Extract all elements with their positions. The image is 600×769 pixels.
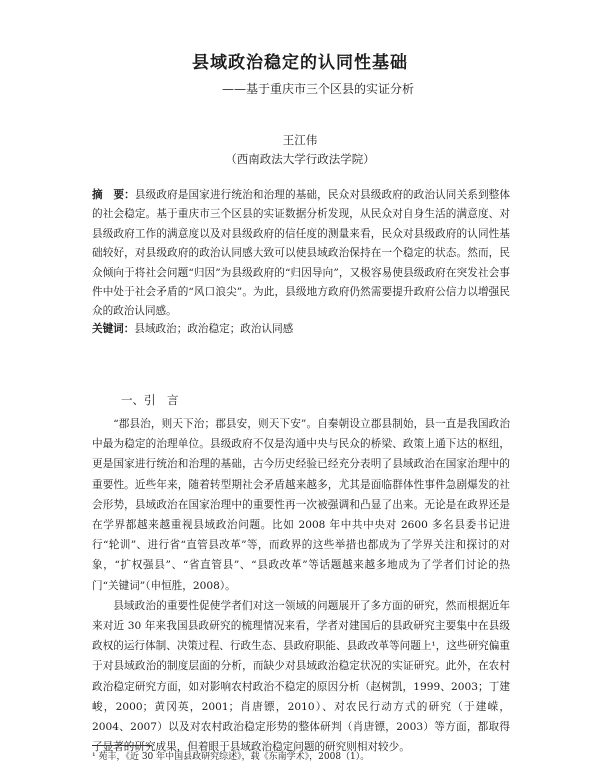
author-affiliation: （西南政法大学行政法学院） bbox=[225, 152, 375, 166]
section-heading: 一、引 言 bbox=[121, 393, 179, 407]
author-name: 王江伟 bbox=[282, 133, 318, 147]
body-paragraph: 县域政治的重要性促使学者们对这一领域的问题展开了多方面的研究，然而根据近年来对近 30 年来我国县政研究的梳理情况来看，学者对建国后的县政研究主要集中在县级政权的运行体制、决策过程、行政生态、县政府职能、县政改革等问题上¹，这些研究偏重于对县域政治的制度层面的分析，而缺少对县域政治稳定状况的实证研究。此外，在农村政治稳定研究方面，如对影响农村政治不稳定的原因分析（赵树凯，1999、2003；丁建峻，2000；黄冈英，2001；肖唐镖，2010）、对农民行动方式的研究（于建嵘，2004、2007）以及对农村政治稳定形势的整体研判（肖唐镖，2003）等方面，都取得了显著的研究成果，但着眼于县域政治稳定问题的研究则相对较少。 bbox=[92, 599, 510, 754]
keywords-label: 关键词： bbox=[92, 323, 135, 335]
keywords bbox=[92, 321, 510, 336]
paper-title: 县域政治稳定的认同性基础 bbox=[192, 53, 408, 73]
abstract bbox=[92, 186, 510, 322]
paper-subtitle: ——基于重庆市三个区县的实证分析 bbox=[221, 82, 414, 96]
abstract-label: 摘 要： bbox=[92, 189, 135, 201]
body-text bbox=[92, 414, 510, 757]
abstract-text: 县级政府是国家进行统治和治理的基础，民众对县级政府的政治认同关系到整体的社会稳定。基于重庆市三个区县的实证数据分析发现，从民众对自身生活的满意度、对县级政府工作的满意度以及对县级政府的信任度的测量来看，民众对县级政府的认同性基础较好，对县级政府的政治认同感大致可以使县域政治保持在一个稳定的状态。然而，民众倾向于将社会问题“归因”为县级政府的“归因导向”，又极容易使县级政府在突发社会事件中处于社会矛盾的“风口浪尖”。为此，县级地方政府仍然需要提升政府公信力以增强民众的政治认同感。 bbox=[92, 189, 511, 318]
body-paragraph: “郡县治，则天下治；郡县安，则天下安”。自秦朝设立郡县制始，县一直是我国政治中最为稳定的治理单位。县级政府不仅是沟通中央与民众的桥梁、政策上通下达的枢纽，更是国家进行统治和治理的基础，古今历史经验已经充分表明了县域政治在国家治理中的重要性。近些年来，随着转型期社会矛盾越来越多，尤其是面临群体性事件急剧爆发的社会形势，县域政治在国家治理中的重要性再一次被强调和凸显了出来。无论是在政界还是在学界都越来越重视县域政治问题。比如 2008 年中共中央对 2600 多名县委书记进行“轮训”、进行省“直管县改革”等，而政界的这些举措也都成为了学界关注和探讨的对象，“扩权强县”、“省直管县”、“县政改革”等话题越来越多地成为了学者们讨论的热门“关键词”（申恒胜，2008）。 bbox=[92, 418, 510, 592]
keywords-text: 县域政治；政治稳定；政治认同感 bbox=[134, 323, 294, 335]
footnote: ¹ 苑丰，《近 30 年中国县政研究综述》，载《东南学术》，2008（1）。 bbox=[92, 752, 370, 762]
footnote-divider bbox=[92, 745, 152, 746]
